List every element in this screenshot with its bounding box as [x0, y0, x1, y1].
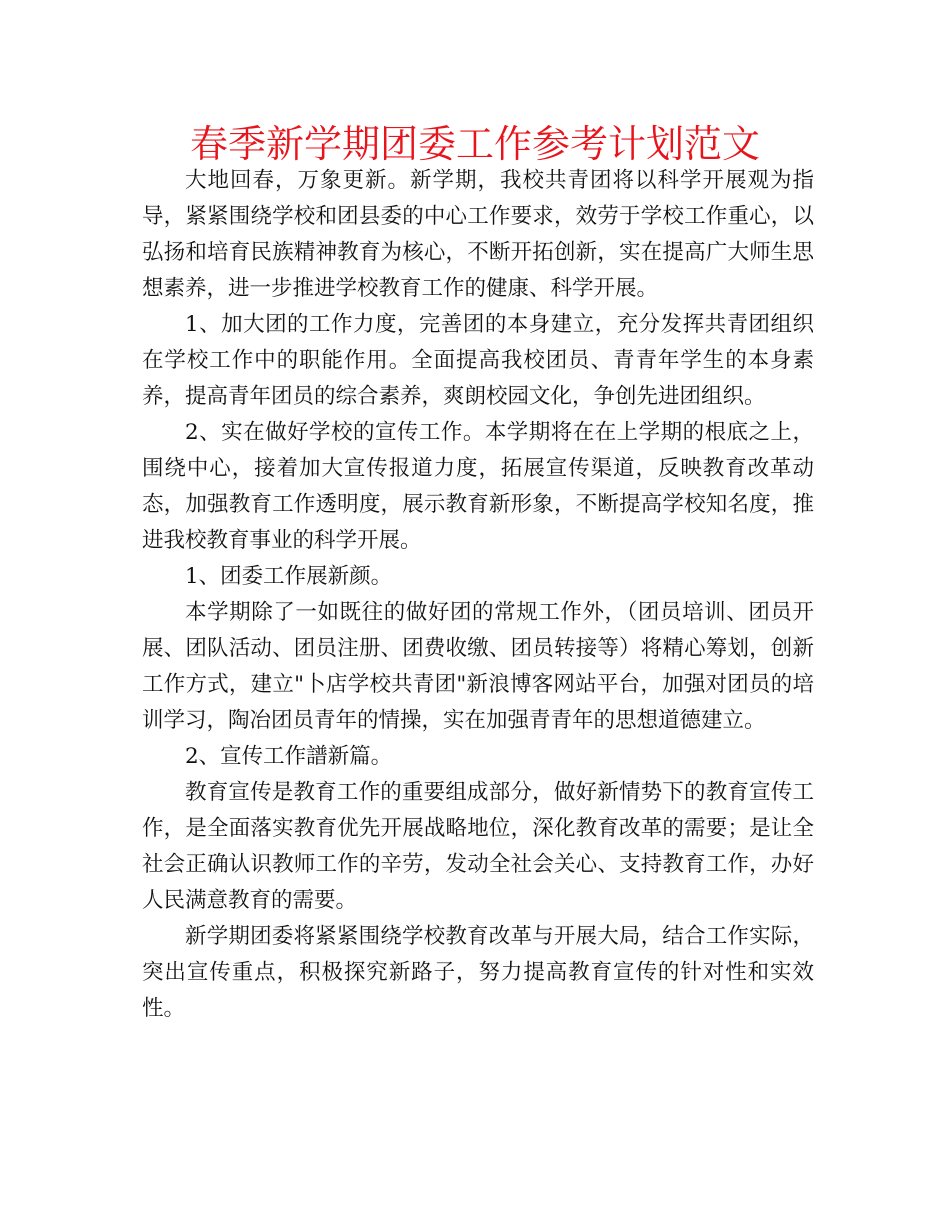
paragraph-item-1: 1、加大团的工作力度，完善团的本身建立，充分发挥共青团组织在学校工作中的职能作用。全面提高我校团员、青青年学生的本身素养，提高青年团员的综合素养，爽朗校园文化，争创先进团组织。 [142, 312, 814, 409]
document-body [142, 163, 814, 1027]
section-heading-1: 1、团委工作展新颜。 [185, 564, 393, 589]
document-title: 春季新学期团委工作参考计划范文 [189, 122, 760, 166]
paragraph-item-2: 2、实在做好学校的宣传工作。本学期将在在上学期的根底之上，围绕中心，接着加大宣传报道力度，拓展宣传渠道，反映教育改革动态，加强教育工作透明度，展示教育新形象，不断提高学校知名度，推进我校教育事业的科学开展。 [142, 420, 814, 553]
paragraph-section-2b: 新学期团委将紧紧围绕学校教育改革与开展大局，结合工作实际，突出宣传重点，积极探究新路子，努力提高教育宣传的针对性和实效性。 [142, 924, 814, 1021]
paragraph-section-1: 本学期除了一如既往的做好团的常规工作外，（团员培训、团员开展、团队活动、团员注册、团费收缴、团员转接等）将精心筹划，创新工作方式，建立"卜店学校共青团"新浪博客网站平台，加强对团员的培训学习，陶冶团员青年的情操，实在加强青青年的思想道德建立。 [142, 600, 814, 733]
paragraph-section-2a: 教育宣传是教育工作的重要组成部分，做好新情势下的教育宣传工作，是全面落实教育优先开展战略地位，深化教育改革的需要；是让全社会正确认识教师工作的辛劳，发动全社会关心、支持教育工作，办好人民满意教育的需要。 [142, 780, 814, 913]
paragraph-intro: 大地回春，万象更新。新学期，我校共青团将以科学开展观为指导，紧紧围绕学校和团县委的中心工作要求，效劳于学校工作重心，以弘扬和培育民族精神教育为核心，不断开拓创新，实在提高广大师生思想素养，进一步推进学校教育工作的健康、科学开展。 [142, 168, 814, 301]
section-heading-2: 2、宣传工作譜新篇。 [185, 744, 393, 769]
